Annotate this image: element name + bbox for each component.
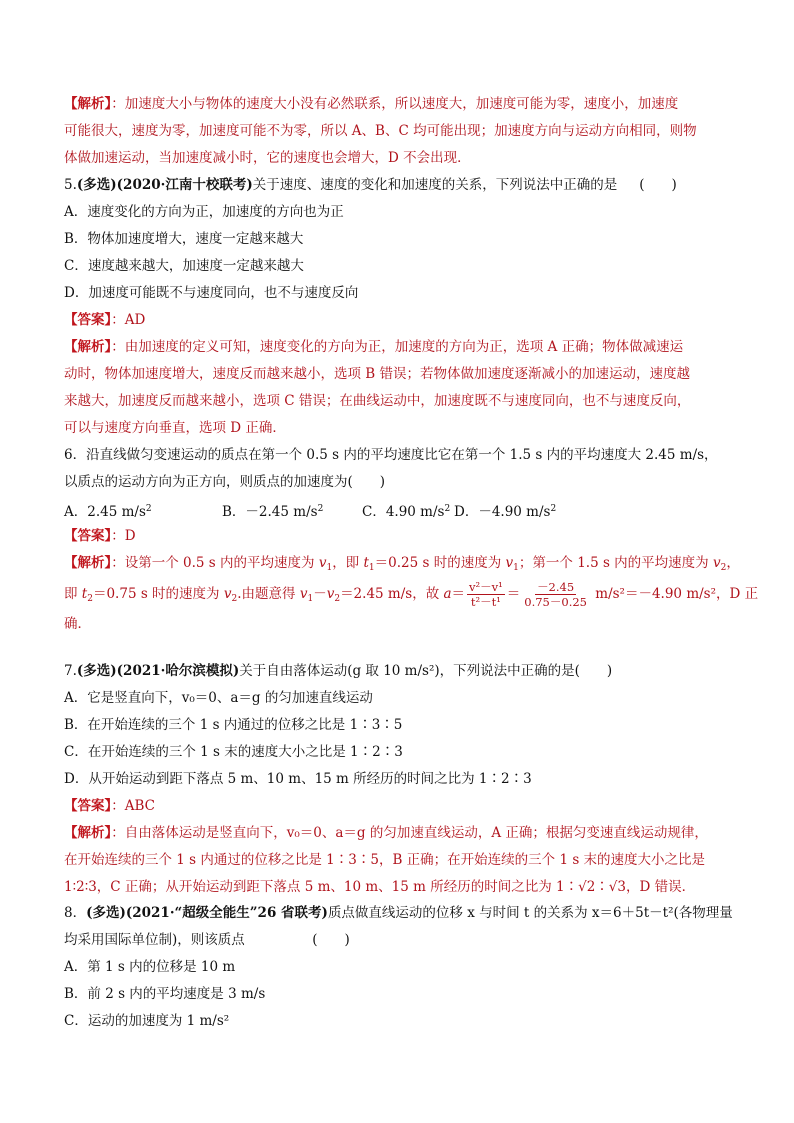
question-stem: 5.(多选)(2020·江南十校联考)关于速度、速度的变化和加速度的关系，下列说法中正确的是 ( ) xyxy=(64,177,677,193)
answer-line: 【答案】：D xyxy=(64,528,136,544)
option-b: B．物体加速度增大，速度一定越来越大 xyxy=(64,231,304,247)
option-a: A．2.45 m/s2 xyxy=(64,504,152,520)
analysis-tag: 【解析】 xyxy=(64,96,112,112)
analysis-line: 【解析】：加速度大小与物体的速度大小没有必然联系，所以速度大，加速度可能为零，速度小，加速度 xyxy=(64,96,679,112)
fraction: $\frac{-2.45}{0.75-0.25}$ xyxy=(524,580,587,609)
option-c: C．在开始连续的三个 1 s 末的速度大小之比是 1∶2∶3 xyxy=(64,744,403,760)
analysis-tag: 【解析】 xyxy=(64,825,112,841)
q4-analysis xyxy=(64,91,730,172)
question-5 xyxy=(64,172,730,442)
analysis-tag: 【解析】 xyxy=(64,555,112,571)
option-b: B．前 2 s 内的平均速度是 3 m/s xyxy=(64,986,266,1002)
answer-tag: 【答案】 xyxy=(64,528,112,544)
option-a: A．速度变化的方向为正，加速度的方向也为正 xyxy=(64,204,344,220)
answer-line: 【答案】：AD xyxy=(64,312,146,328)
analysis-line: 【解析】：设第一个 0.5 s 内的平均速度为 $v_1$，即 $t_1=0.25$ s 时的速度为 $v_1$；第一个 1.5 s 内的平均速度为 $v_2$， xyxy=(64,555,740,573)
answer-tag: 【答案】 xyxy=(64,798,112,814)
option-b: B．在开始连续的三个 1 s 内通过的位移之比是 1∶3∶5 xyxy=(64,717,403,733)
question-stem: 8．(多选)(2021·“超级全能生”26 省联考)质点做直线运动的位移 x 与时间 t 的关系为 x＝6＋5t－t²(各物理量 xyxy=(64,905,733,921)
option-d: D．加速度可能既不与速度同向，也不与速度反向 xyxy=(64,285,359,301)
answer-tag: 【答案】 xyxy=(64,312,112,328)
options-row xyxy=(64,496,730,523)
analysis-line: 【解析】：自由落体运动是竖直向下，v₀＝0、a＝g 的匀加速直线运动，A 正确；根据匀变速直线运动规律， xyxy=(64,825,708,841)
question-stem: 均采用国际单位制)，则该质点 ( ) xyxy=(64,932,350,948)
option-a: A．它是竖直向下，v₀＝0、a＝g 的匀加速直线运动 xyxy=(64,690,373,706)
analysis-line: 【解析】：由加速度的定义可知，速度变化的方向为正，加速度的方向为正，选项 A 正确；物体做减速运 xyxy=(64,339,684,355)
question-6 xyxy=(64,442,759,638)
analysis-line: 确． xyxy=(64,616,91,632)
analysis-line: 即 $t_2=0.75$ s 时的速度为 $v_2$.由题意得 $v_1-v_2=2.45$ m/s，故 a＝ $\frac{\text{v²－v¹}}{\text{t²－t¹}}$ ＝ $\frac{-2.45}{0.75-0.25}$ m/s²＝－4.90 m/s²，D 正 xyxy=(64,580,759,609)
analysis-line: 动时，物体加速度增大，速度反而越来越小，选项 B 错误；若物体做加速度逐渐减小的加速运动，速度越 xyxy=(64,366,691,382)
option-b: B．－2.45 m/s2 xyxy=(222,504,324,520)
answer-line: 【答案】：ABC xyxy=(64,798,155,814)
question-8 xyxy=(64,900,733,1035)
analysis-line: 1∶2∶3，C 正确；从开始运动到距下落点 5 m、10 m、15 m 所经历的时间之比为 1∶√2∶√3，D 错误． xyxy=(64,879,696,895)
option-d: D．－4.90 m/s2 xyxy=(454,504,557,520)
option-c: C．速度越来越大，加速度一定越来越大 xyxy=(64,258,304,274)
option-a: A．第 1 s 内的位移是 10 m xyxy=(64,959,236,975)
option-d: D．从开始运动到距下落点 5 m、10 m、15 m 所经历的时间之比为 1∶2∶3 xyxy=(64,771,532,787)
fraction: $\frac{\text{v²－v¹}}{\text{t²－t¹}}$ xyxy=(469,580,503,609)
option-c: C．运动的加速度为 1 m/s² xyxy=(64,1013,230,1029)
analysis-line: 可以与速度方向垂直，选项 D 正确． xyxy=(64,420,286,436)
analysis-tag: 【解析】 xyxy=(64,339,112,355)
option-c: C．4.90 m/s2 xyxy=(362,504,451,520)
analysis-line: 在开始连续的三个 1 s 内通过的位移之比是 1∶3∶5，B 正确；在开始连续的三个 1 s 末的速度大小之比是 xyxy=(64,852,706,868)
analysis-line: 体做加速运动，当加速度减小时，它的速度也会增大，D 不会出现． xyxy=(64,150,471,166)
question-stem: 以质点的运动方向为正方向，则质点的加速度为( ) xyxy=(64,474,386,490)
analysis-line: 可能很大，速度为零，加速度可能不为零，所以 A、B、C 均可能出现；加速度方向与运动方向相同，则物 xyxy=(64,123,697,139)
question-7 xyxy=(64,658,730,901)
analysis-line: 来越大，加速度反而越来越小，选项 C 错误；在曲线运动中，加速度既不与速度同向，也不与速度反向， xyxy=(64,393,691,409)
question-stem: 7.(多选)(2021·哈尔滨模拟)关于自由落体运动(g 取 10 m/s²)，下列说法中正确的是( ) xyxy=(64,663,613,679)
question-stem: 6．沿直线做匀变速运动的质点在第一个 0.5 s 内的平均速度比它在第一个 1.5 s 内的平均速度大 2.45 m/s， xyxy=(64,447,718,463)
